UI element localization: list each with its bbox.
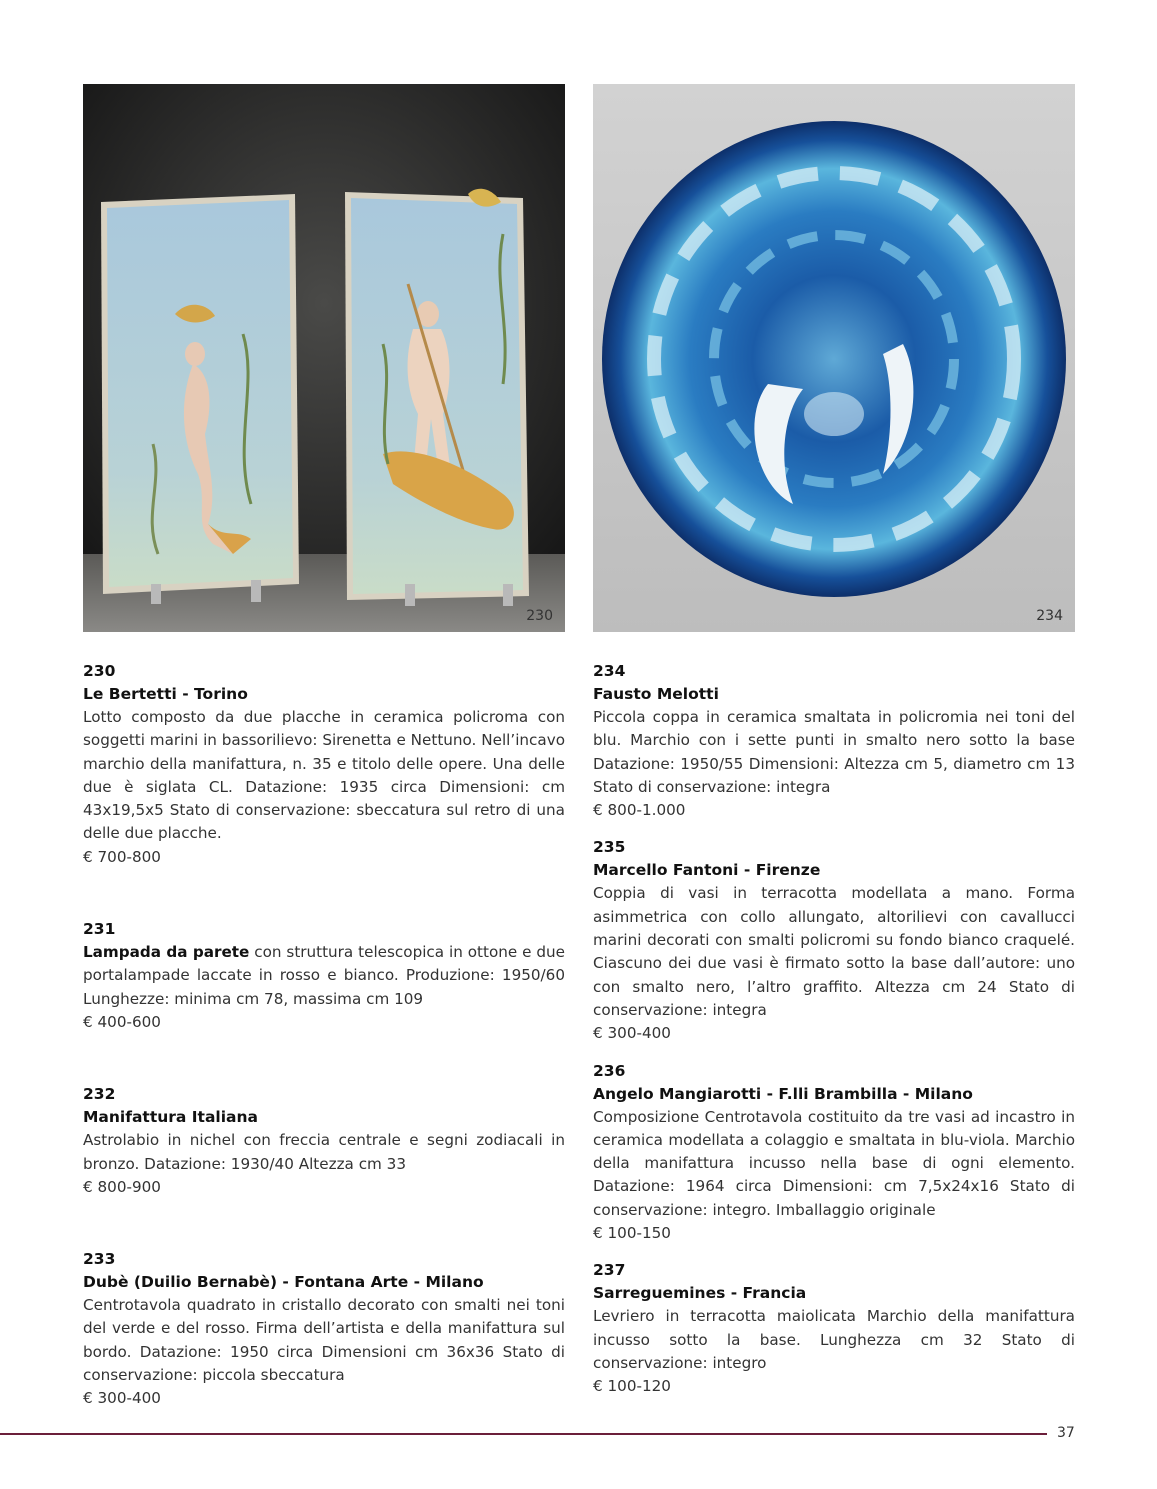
lot-description: Centrotavola quadrato in cristallo decorato con smalti nei toni del verde e del rosso. Firma dell’artista e della manifattura sul bordo. Datazione: 1950 circa Dimensioni cm 36x36 Stato di conservazione: piccola sbeccatura <box>83 1296 565 1385</box>
lot-number: 237 <box>593 1261 626 1280</box>
lot-description-block <box>83 941 565 1011</box>
lot-237 <box>593 1259 1075 1398</box>
lot-235 <box>593 836 1075 1045</box>
lot-number: 236 <box>593 1061 626 1080</box>
lot-230 <box>83 660 565 869</box>
lot-number: 235 <box>593 838 626 857</box>
lot-estimate: € 300-400 <box>83 1389 161 1408</box>
lot-title: Manifattura Italiana <box>83 1108 259 1127</box>
lot-number: 232 <box>83 1085 116 1104</box>
lot-number: 230 <box>83 662 116 680</box>
lot-estimate: € 800-900 <box>83 1177 161 1196</box>
lot-description: Lotto composto da due placche in ceramica policroma con soggetti marini in bassorilievo: Sirenetta e Nettuno. Nell’incavo marchio della manifattura, n. 35 e titolo delle opere. Una delle due è siglata CL. Datazione: 1935 circa Dimensioni: cm 43x19,5x5 Stato di conservazione: sbeccatura sul retro di una delle due placche. <box>83 708 565 843</box>
lot-description: Astrolabio in nichel con freccia centrale e segni zodiacali in bronzo. Datazione: 1930/40 Altezza cm 33 <box>83 1131 565 1173</box>
lot-description: con struttura telescopica in ottone e due portalampade laccate in rosso e bianco. Produzione: 1950/60 Lunghezze: minima cm 78, massima cm 109 <box>83 943 565 1008</box>
lot-number: 231 <box>83 920 116 939</box>
lot-estimate: € 800-1.000 <box>593 801 686 820</box>
lot-236 <box>593 1060 1075 1246</box>
lot-title: Marcello Fantoni - Firenze <box>593 861 821 880</box>
lot-title: Le Bertetti - Torino <box>83 685 248 703</box>
lot-234 <box>593 660 1075 822</box>
lot-estimate: € 100-120 <box>593 1377 671 1396</box>
lot-title: Lampada da parete <box>83 943 250 962</box>
lot-estimate: € 400-600 <box>83 1012 161 1031</box>
lot-description: Piccola coppa in ceramica smaltata in policromia nei toni del blu. Marchio con i sette punti in smalto nero sotto la base Datazione: 1950/55 Dimensioni: Altezza cm 5, diametro cm 13 Stato di conservazione: integra <box>593 708 1075 796</box>
lot-title: Dubè (Duilio Bernabè) - Fontana Arte - Milano <box>83 1273 484 1292</box>
lot-232 <box>83 1083 565 1199</box>
lot-description: Levriero in terracotta maiolicata Marchio della manifattura incusso sotto la base. Lunghezza cm 32 Stato di conservazione: integro <box>593 1307 1075 1372</box>
lot-description: Coppia di vasi in terracotta modellata a mano. Forma asimmetrica con collo allungato, altorilievi con cavallucci marini decorati con smalti policromi su fondo bianco craquelé. Ciascuno dei due vasi è firmato sotto la base dall’autore: uno con smalto nero, l’altro graffito. Altezza cm 24 Stato di conservazione: integra <box>593 884 1075 1019</box>
lot-title: Sarreguemines - Francia <box>593 1284 807 1303</box>
lot-234-photo <box>593 84 1075 632</box>
lot-number: 233 <box>83 1250 116 1269</box>
lot-number: 234 <box>593 662 626 680</box>
right-column <box>593 660 1075 1399</box>
left-column <box>83 660 565 1411</box>
page-number: 37 <box>1057 1425 1075 1441</box>
lot-estimate: € 700-800 <box>83 847 161 866</box>
lot-estimate: € 300-400 <box>593 1024 671 1043</box>
lot-title: Fausto Melotti <box>593 685 719 703</box>
lot-233 <box>83 1248 565 1410</box>
lot-230-photo <box>83 84 565 632</box>
lot-estimate: € 100-150 <box>593 1224 671 1243</box>
footer-rule <box>0 1433 1047 1435</box>
photo-lot-label: 234 <box>1036 608 1063 624</box>
blue-bowl-image <box>593 84 1075 632</box>
photo-lot-label: 230 <box>526 608 553 624</box>
lot-231 <box>83 918 565 1034</box>
ceramic-plaques-image <box>83 84 565 632</box>
lot-description: Composizione Centrotavola costituito da tre vasi ad incastro in ceramica modellata a colaggio e smaltata in blu-viola. Marchio della manifattura incusso nella base di ogni elemento. Datazione: 1964 circa Dimensioni: cm 7,5x24x16 Stato di conservazione: integro. Imballaggio originale <box>593 1107 1075 1219</box>
lot-title: Angelo Mangiarotti - F.lli Brambilla - Milano <box>593 1084 973 1103</box>
